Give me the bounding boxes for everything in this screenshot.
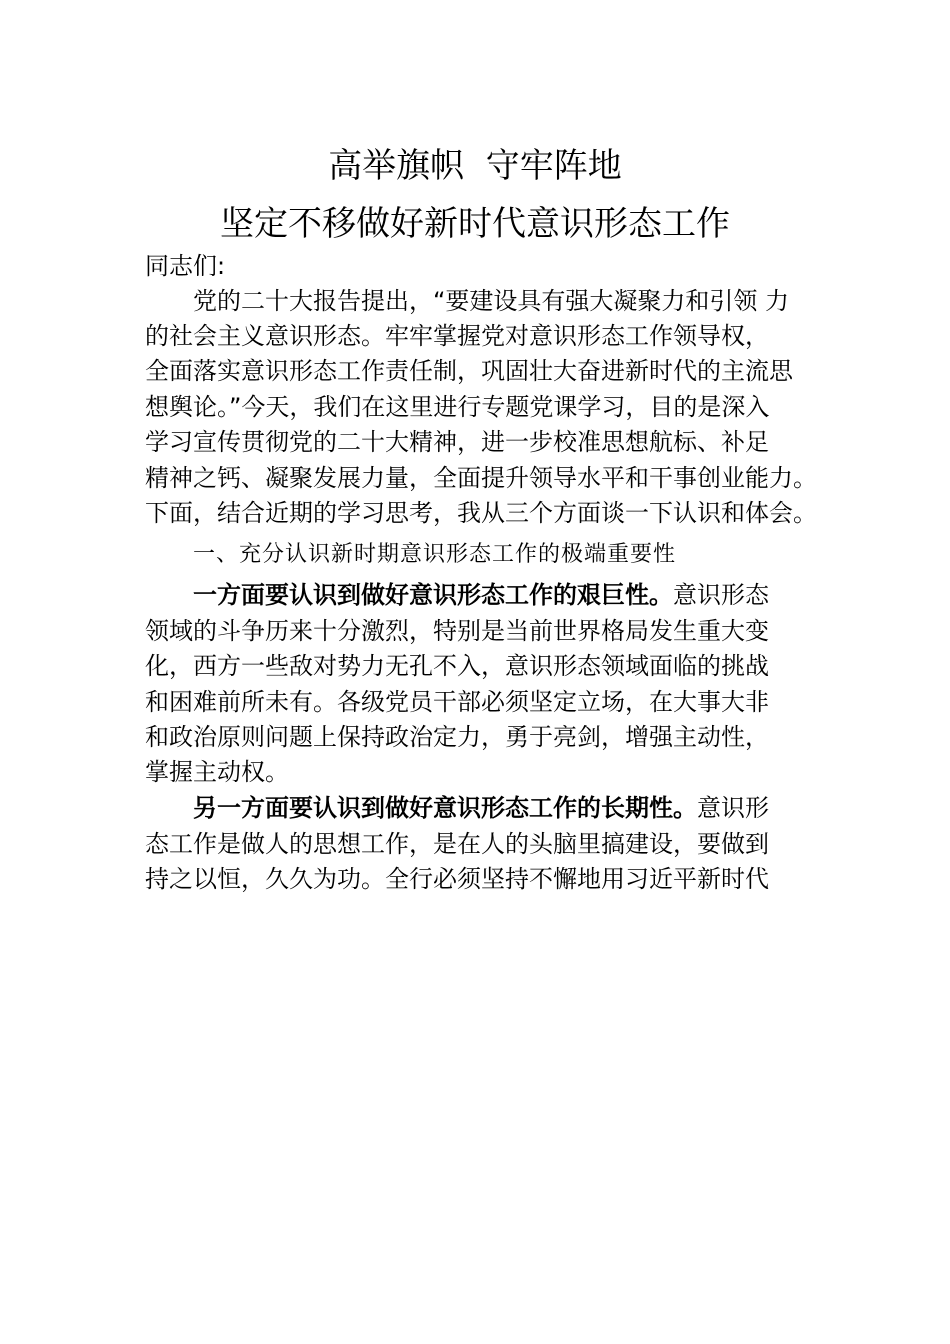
paragraph-1-line: 精神之钙、凝聚发展力量，全面提升领导水平和干事创业能力。 (145, 464, 817, 492)
greeting: 同志们: (145, 252, 226, 280)
bold-lead: 一方面要认识到做好意识形态工作的艰巨性。 (193, 581, 673, 609)
paragraph-1-line: 下面，结合近期的学习思考，我从三个方面谈一下认识和体会。 (145, 499, 817, 527)
paragraph-3-line: 态工作是做人的思想工作，是在人的头脑里搞建设，要做到 (145, 830, 769, 858)
paragraph-2-line: 和政治原则问题上保持政治定力，勇于亮剑，增强主动性， (145, 723, 769, 751)
paragraph-1-line: 党的二十大报告提出，“要建设具有强大凝聚力和引领 力 (193, 287, 790, 315)
paragraph-3-line (193, 793, 769, 823)
title-line-1: 高举旗帜 守牢阵地 (328, 146, 622, 186)
paragraph-3-line: 持之以恒，久久为功。全行必须坚持不懈地用习近平新时代 (145, 865, 769, 893)
paragraph-1-line: 的社会主义意识形态。牢牢掌握党对意识形态工作领导权， (145, 322, 769, 350)
title-line-2: 坚定不移做好新时代意识形态工作 (220, 204, 730, 244)
paragraph-1-line: 想舆论。”今天，我们在这里进行专题党课学习，目的是深入 (145, 393, 770, 421)
lead-rest: 意识形态 (673, 581, 769, 609)
bold-lead: 另一方面要认识到做好意识形态工作的长期性。 (193, 794, 697, 822)
paragraph-2-line: 掌握主动权。 (145, 758, 289, 786)
lead-rest: 意识形 (697, 794, 769, 822)
paragraph-2-line: 领域的斗争历来十分激烈，特别是当前世界格局发生重大变 (145, 617, 769, 645)
paragraph-2-line (193, 580, 769, 610)
paragraph-1-line: 学习宣传贯彻党的二十大精神，进一步校准思想航标、补足 (145, 428, 769, 456)
paragraph-2-line: 化，西方一些敌对势力无孔不入，意识形态领域面临的挑战 (145, 652, 769, 680)
section-heading: 一、充分认识新时期意识形态工作的极端重要性 (193, 542, 677, 567)
paragraph-1-line: 全面落实意识形态工作责任制，巩固壮大奋进新时代的主流思 (145, 357, 793, 385)
paragraph-2-line: 和困难前所未有。各级党员干部必须坚定立场，在大事大非 (145, 688, 769, 716)
